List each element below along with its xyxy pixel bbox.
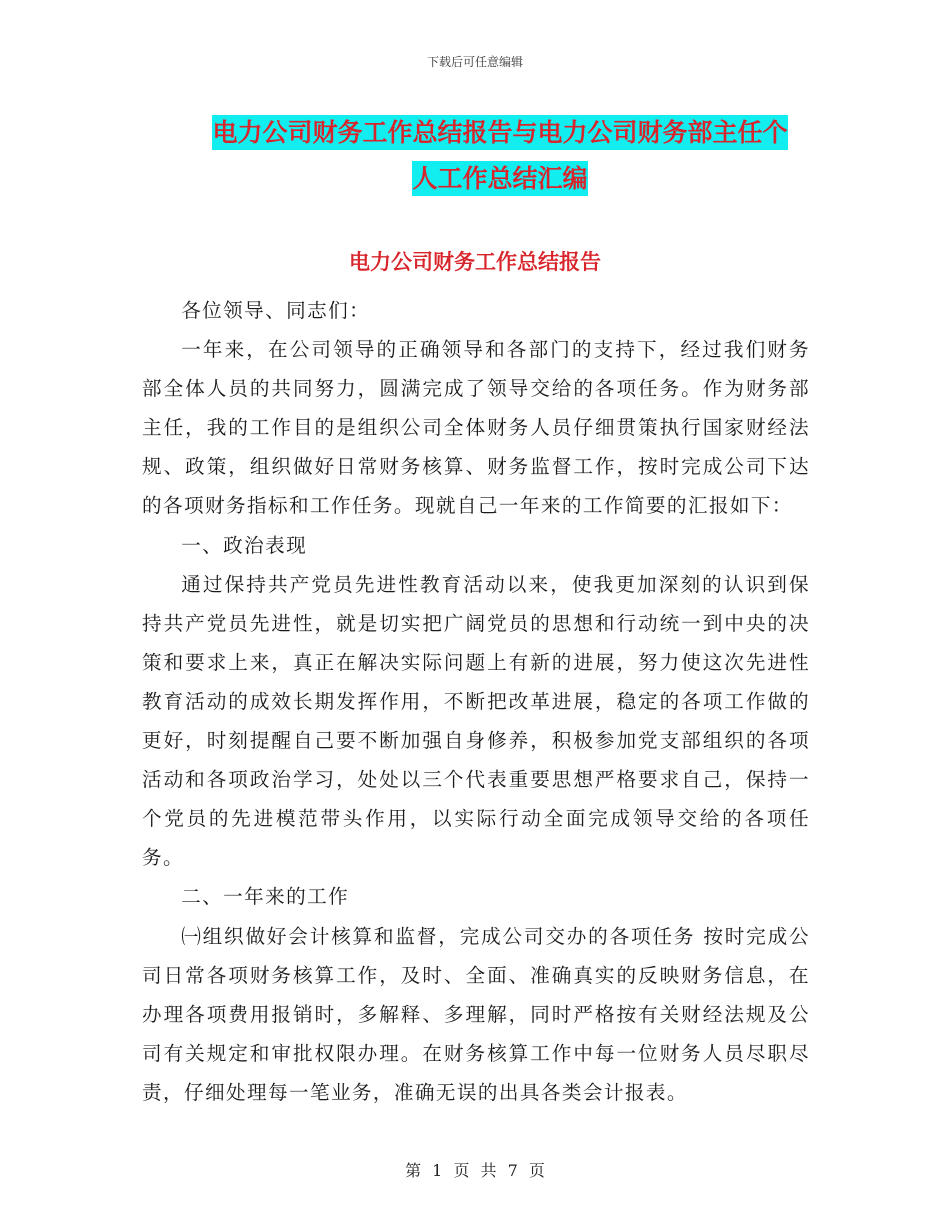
body-paragraph: 一年来，在公司领导的正确领导和各部门的支持下，经过我们财务部全体人员的共同努力，圆满完成了领导交给的各项任务。作为财务部主任，我的工作目的是组织公司全体财务人员仔细贯策执行国家财经法规、政策，组织做好日常财务核算、财务监督工作，按时完成公司下达的各项财务指标和工作任务。现就自己一年来的工作简要的汇报如下：	[142, 338, 810, 518]
page-number: 第 1 页 共 7 页	[405, 1161, 545, 1180]
section-heading: 一、政治表现	[181, 533, 308, 557]
salutation: 各位领导、同志们：	[181, 299, 371, 322]
body-paragraph: 通过保持共产党员先进性教育活动以来，使我更加深刻的认识到保持共产党员先进性，就是切实把广阔党员的思想和行动统一到中央的决策和要求上来，真正在解决实际问题上有新的进展，努力使这次先进性教育活动的成效长期发挥作用，不断把改革进展，稳定的各项工作做的更好，时刻提醒自己要不断加强自身修养，积极参加党支部组织的各项活动和各项政治学习，处处以三个代表重要思想严格要求自己，保持一个党员的先进模范带头作用，以实际行动全面完成领导交给的各项任务。	[142, 572, 810, 870]
header-note: 下载后可任意编辑	[426, 55, 523, 69]
document-body	[142, 291, 810, 1112]
document-title-line2: 人工作总结汇编	[412, 161, 587, 196]
document-title	[190, 110, 810, 202]
section-title: 电力公司财务工作总结报告	[349, 249, 601, 274]
body-paragraph: ㈠组织做好会计核算和监督，完成公司交办的各项任务 按时完成公司日常各项财务核算工作，及时、全面、准确真实的反映财务信息，在办理各项费用报销时，多解释、多理解，同时严格按有关财经法规及公司有关规定和审批权限办理。在财务核算工作中每一位财务人员尽职尽责，仔细处理每一笔业务，准确无误的出具各类会计报表。	[142, 924, 810, 1104]
document-title-line1: 电力公司财务工作总结报告与电力公司财务部主任个	[212, 115, 787, 150]
section-heading: 二、一年来的工作	[181, 885, 350, 909]
